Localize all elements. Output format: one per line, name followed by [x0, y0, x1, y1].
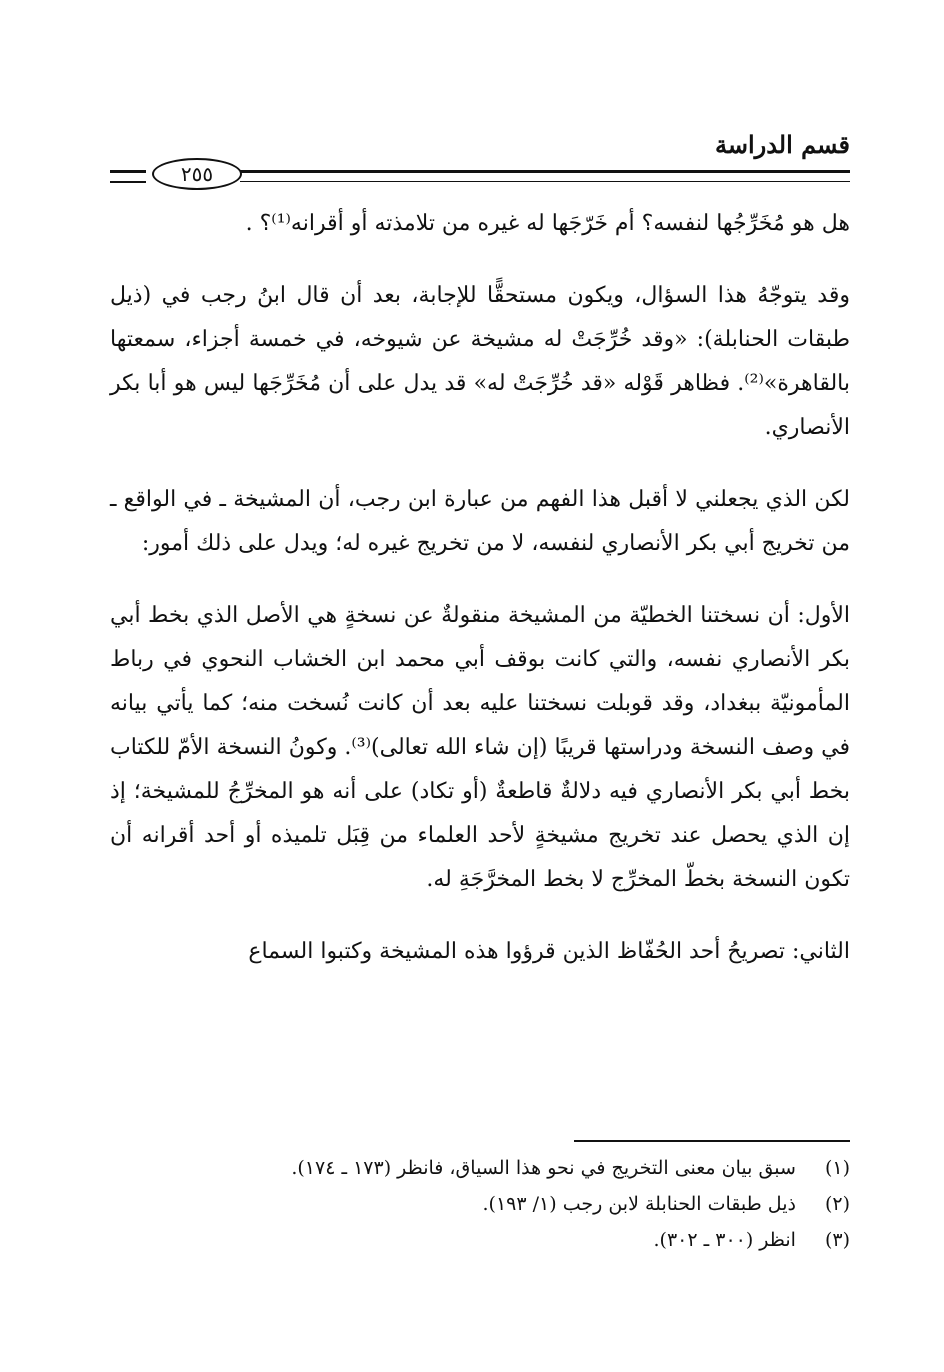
- footnote: [110, 1186, 850, 1222]
- paragraph: الثاني: تصريحُ أحد الحُفّاظ الذين قرؤوا هذه المشيخة وكتبوا السماع: [248, 939, 850, 964]
- footnote-text: سبق بيان معنى التخريج في نحو هذا السياق، فانظر (١٧٣ ـ ١٧٤).: [291, 1157, 796, 1179]
- page-number: ٢٥٥: [152, 158, 242, 190]
- footnote-number: (٢): [824, 1193, 850, 1215]
- section-title: قسم الدراسة: [714, 130, 850, 159]
- footnote: [110, 1150, 850, 1186]
- body-text: [110, 202, 850, 1002]
- footnote-number: (١): [824, 1157, 850, 1179]
- footnote-separator: [574, 1140, 850, 1142]
- footnotes: [110, 1150, 850, 1258]
- page-header: [110, 130, 850, 190]
- paragraph: لكن الذي يجعلني لا أقبل هذا الفهم من عبارة ابن رجب، أن المشيخة ـ في الواقع ـ من تخريج أبي بكر الأنصاري لنفسه، لا من تخريج غيره له؛ ويدل على ذلك أمور:: [110, 487, 850, 556]
- footnote-text: ذيل طبقات الحنابلة لابن رجب (١/ ١٩٣).: [482, 1193, 796, 1215]
- paragraph: الأول: أن نسختنا الخطيّة من المشيخة منقولةٌ عن نسخةٍ هي الأصل الذي بخط أبي بكر الأنصاري نفسه، والتي كانت بوقف أبي محمد ابن الخشاب النحوي في رباط المأمونيّة ببغداد، وقد قوبلت نسختنا عليه بعد أن كانت نُسخت منه؛ كما يأتي بيانه في وصف النسخة ودراستها قريبًا (إن شاء الله تعالى)⁽³⁾. وكونُ النسخة الأمّ للكتاب بخط أبي بكر الأنصاري فيه دلالةٌ قاطعةٌ (أو تكاد) على أنه هو المخرِّجُ للمشيخة؛ إذ إن الذي يحصل عند تخريج مشيخةٍ لأحد العلماء من قِبَل تلميذه أو أحد أقرانه أن تكون النسخة بخطّ المخرِّج لا بخط المخرَّجَةِ له.: [110, 603, 850, 892]
- header-rule: [240, 170, 850, 182]
- footnote-text: انظر (٣٠٠ ـ ٣٠٢).: [653, 1229, 796, 1251]
- footnote-number: (٣): [824, 1229, 850, 1251]
- header-ornament-left: [110, 170, 146, 183]
- paragraph: هل هو مُخَرِّجُها لنفسه؟ أم خَرّجَها له غيره من تلامذته أو أقرانه⁽¹⁾؟ .: [245, 211, 850, 236]
- footnote: [110, 1222, 850, 1258]
- paragraph: وقد يتوجّهُ هذا السؤال، ويكون مستحقًّا للإجابة، بعد أن قال ابنُ رجب في (ذيل طبقات الحنابلة): «وقد خُرِّجَتْ له مشيخة عن شيوخه، في خمسة أجزاء، سمعتها بالقاهرة»⁽²⁾. فظاهر قَوْله «قد خُرِّجَتْ له» قد يدل على أن مُخَرِّجَها ليس هو أبا بكر الأنصاري.: [110, 283, 850, 440]
